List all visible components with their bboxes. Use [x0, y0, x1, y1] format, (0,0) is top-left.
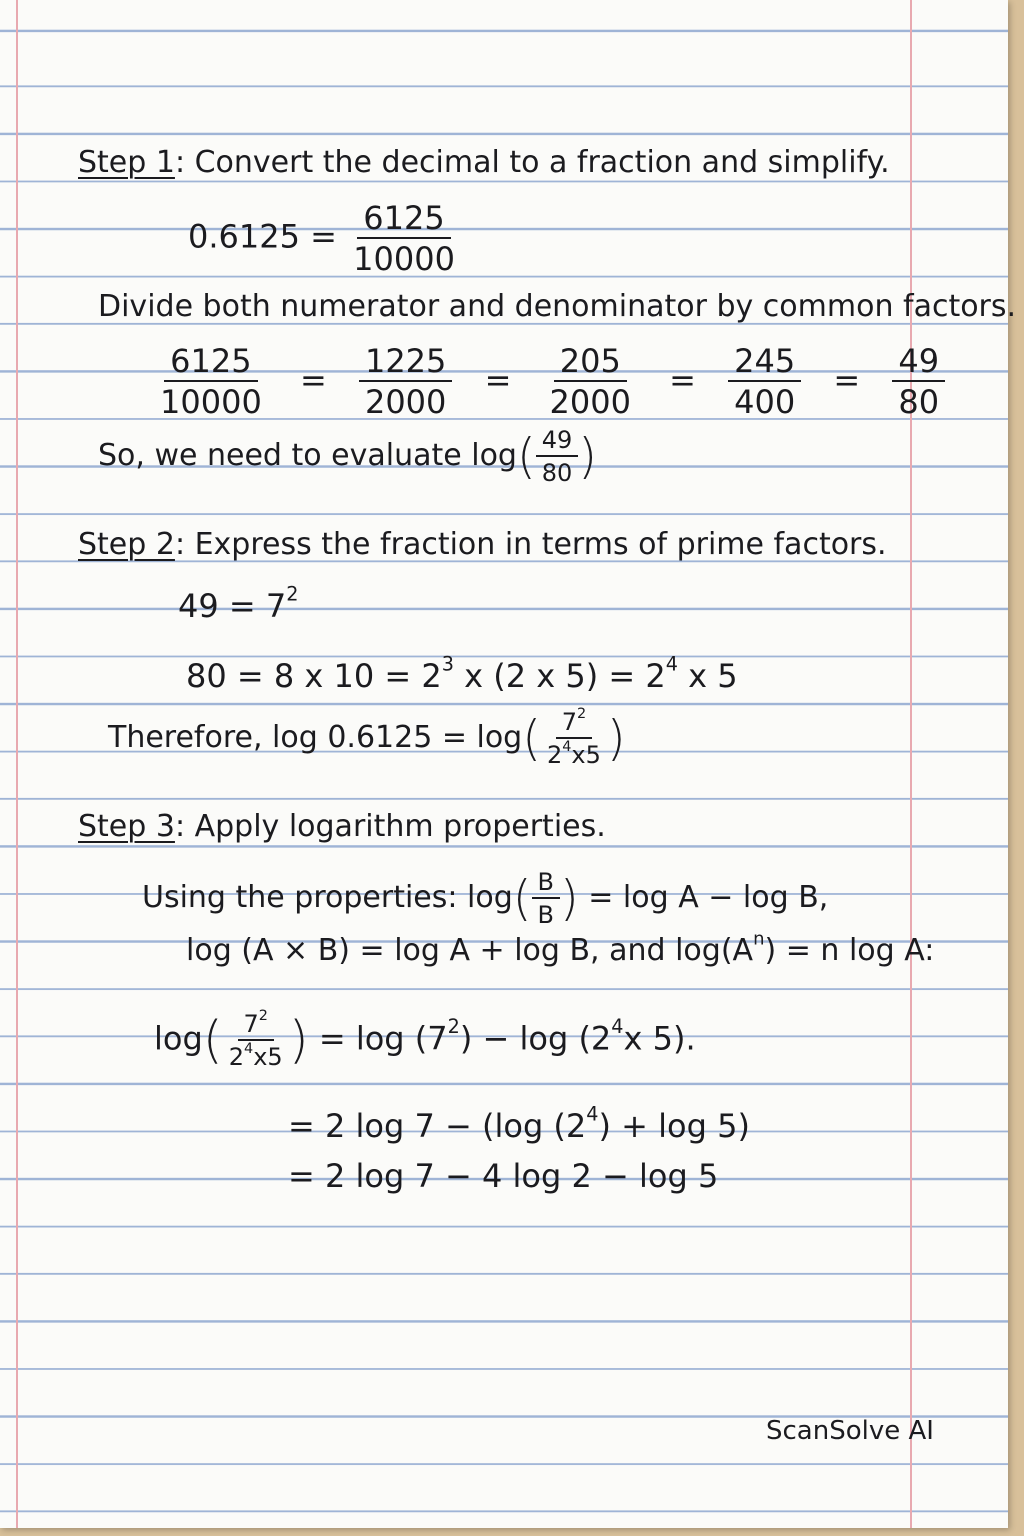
step1-label: Step 1 — [78, 145, 175, 180]
prime-factor-80: 80 = 8 x $10 = 2^3$ x (2 x $5) = 2^4$ x 5 — [186, 652, 738, 695]
step2-label: Step 2 — [78, 527, 175, 562]
equals-sign: = — [299, 360, 327, 399]
quotient-property: Using the properties: log( $\frac{B}{B}$ ) = log A − log B, — [142, 868, 829, 929]
fraction-item: $\frac{1225}{2000}$ — [359, 345, 452, 418]
step2-title: Express the fraction in terms of prime factors. — [194, 527, 887, 562]
scansolve-watermark: ScanSolve AI — [766, 1416, 934, 1446]
fraction-49-80: $\frac{49}{80}$ — [536, 428, 579, 485]
fraction-7sq-over-2pow4x5: $\frac{7^2}{2^4x5}$ — [546, 705, 601, 769]
fraction-item: $\frac{6125}{10000}$ — [160, 342, 262, 421]
equals-sign: = — [833, 360, 861, 399]
evaluate-statement: So, we need to evaluate log( $\frac{49}{80}$ ) — [98, 426, 597, 487]
step2-heading: Step 2: Express the fraction in terms of prime factors. — [78, 527, 887, 562]
fraction-b-over-b: $\frac{B}{B}$ — [532, 870, 560, 927]
step1-title: Convert the decimal to a fraction and simplify. — [194, 145, 890, 180]
step1-decimal-equation: 0.6125 = $\frac{6125}{10000}$ — [188, 202, 461, 275]
fraction-6125-10000: $\frac{6125}{10000}$ — [353, 199, 455, 278]
log-expansion-line2: = 2 log 7 − (log $(2^4) + \log 5$) — [288, 1102, 750, 1145]
left-margin-line — [16, 0, 18, 1528]
fraction-item: $\frac{245}{400}$ — [728, 345, 801, 418]
fraction-7sq-over-2pow4x5: $\frac{7^2}{2^4x5}$ — [228, 1007, 283, 1071]
fraction-item: $\frac{205}{2000}$ — [549, 342, 631, 421]
divide-instruction: Divide both numerator and denominator by common factors. — [98, 289, 1017, 324]
final-result: = 2 log 7 − 4 log 2 − log 5 — [288, 1157, 719, 1195]
therefore-statement: Therefore, log 0.6125 = log( $\frac{7^2}{2^4x5}$ ) — [108, 705, 626, 769]
step1-heading: Step 1: Convert the decimal to a fraction and simplify. — [78, 145, 890, 180]
fraction-simplification-chain — [154, 342, 945, 421]
equals-sign: = — [484, 360, 512, 399]
step3-title: Apply logarithm properties. — [194, 809, 606, 844]
log-expansion-line1: log( $\frac{7^2}{2^4x5}$ ) = $\log (7^2) - \log (2^4x$ 5). — [154, 1007, 696, 1071]
step3-label: Step 3 — [78, 809, 175, 844]
equals-sign: = — [669, 360, 696, 399]
step3-heading: Step 3: Apply logarithm properties. — [78, 809, 606, 844]
right-margin-line — [910, 0, 912, 1528]
prime-factor-49: $49 = 7^2$ — [178, 582, 299, 625]
fraction-item: $\frac{49}{80}$ — [892, 345, 945, 418]
product-power-properties: log (A × B) = log A + log B, and $\log(A^n) = n$ log A: — [186, 928, 935, 968]
